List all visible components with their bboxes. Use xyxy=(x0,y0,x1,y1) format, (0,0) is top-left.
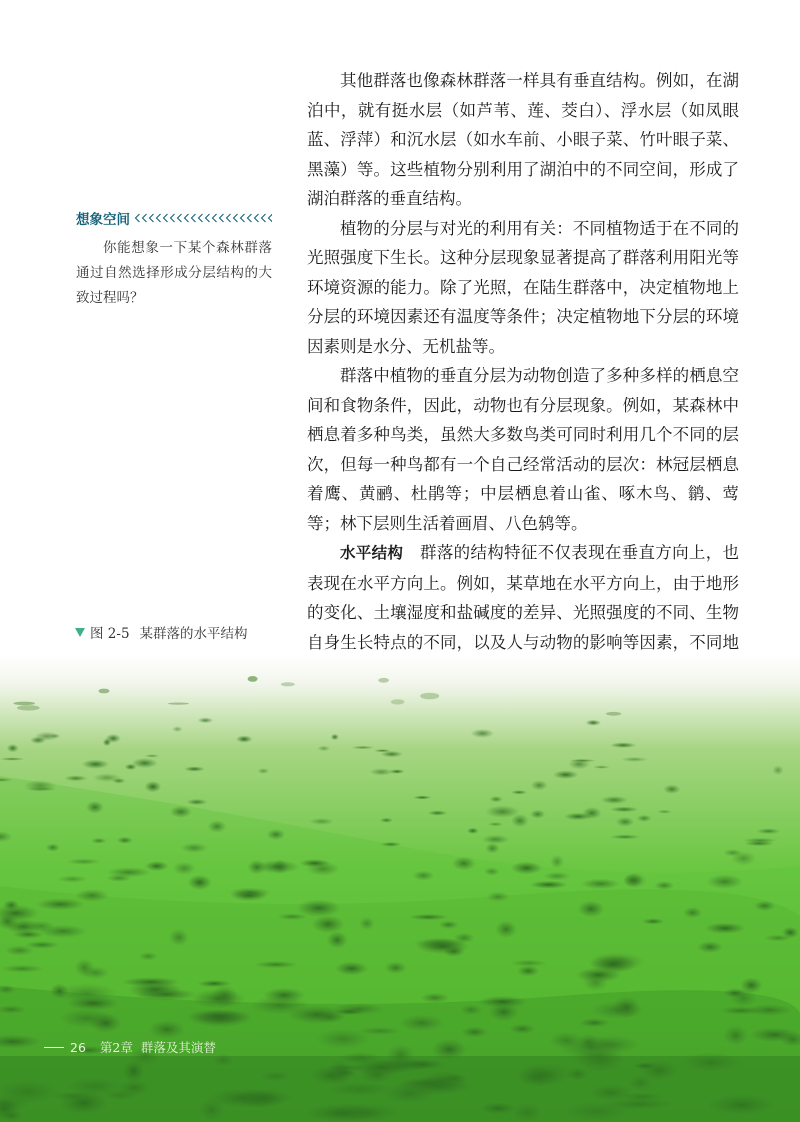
figure-title: 某群落的水平结构 xyxy=(139,626,248,642)
caption-triangle-icon xyxy=(74,626,86,638)
paragraph-vertical-structure: 其他群落也像森林群落一样具有垂直结构。例如，在湖泊中，就有挺水层（如芦苇、莲、茭白）、浮水层（如凤眼蓝、浮萍）和沉水层（如水车前、小眼子菜、竹叶眼子菜、黑藻）等。这些植物分别利用了湖泊中的不同空间，形成了湖泊群落的垂直结构。 xyxy=(307,71,739,208)
paragraph-light-layering: 植物的分层与对光的利用有关：不同植物适于在不同的光照强度下生长。这种分层现象显著提高了群落利用阳光等环境资源的能力。除了光照，在陆生群落中，决定植物地上分层的环境因素还有温度等条件；决定植物地下分层的环境因素则是水分、无机盐等。 xyxy=(307,218,739,356)
figure-number: 图 2-5 xyxy=(90,626,130,642)
footer-rule xyxy=(44,1047,64,1048)
sidebar-question: 你能想象一下某个森林群落通过自然选择形成分层结构的大致过程吗？ xyxy=(76,240,272,306)
page-number: 26 xyxy=(70,1039,86,1055)
horizontal-structure-text: 群落的结构特征不仅表现在垂直方向上，也表现在水平方向上。例如，某草地在水平方向上，由于地形的变化、土壤湿度和盐碱度的差异、光照强度的不同、生物自身生长特点的不同，以及人与动物的影响等因素，不同地 xyxy=(307,543,739,652)
paragraph-animal-layering: 群落中植物的垂直分层为动物创造了多种多样的栖息空间和食物条件，因此，动物也有分层现象。例如，某森林中栖息着多种鸟类，虽然大多数鸟类可同时利用几个不同的层次，但每一种鸟都有一个自己经常活动的层次：林冠层栖息着鹰、黄鹂、杜鹃等；中层栖息着山雀、啄木鸟、鹟、莺等；林下层则生活着画眉、八色鸫等。 xyxy=(307,366,739,533)
sidebar-header xyxy=(76,206,272,230)
chevron-strip-icon xyxy=(134,211,272,225)
term-horizontal-structure: 水平结构 xyxy=(340,544,404,562)
main-text-column xyxy=(307,66,739,716)
imagination-sidebar xyxy=(76,206,272,311)
page-footer xyxy=(44,1038,216,1056)
chapter-number: 第2章 xyxy=(99,1040,133,1055)
figure-caption xyxy=(74,622,248,642)
sidebar-title: 想象空间 xyxy=(76,212,130,228)
chapter-title: 群落及其演替 xyxy=(140,1040,216,1055)
